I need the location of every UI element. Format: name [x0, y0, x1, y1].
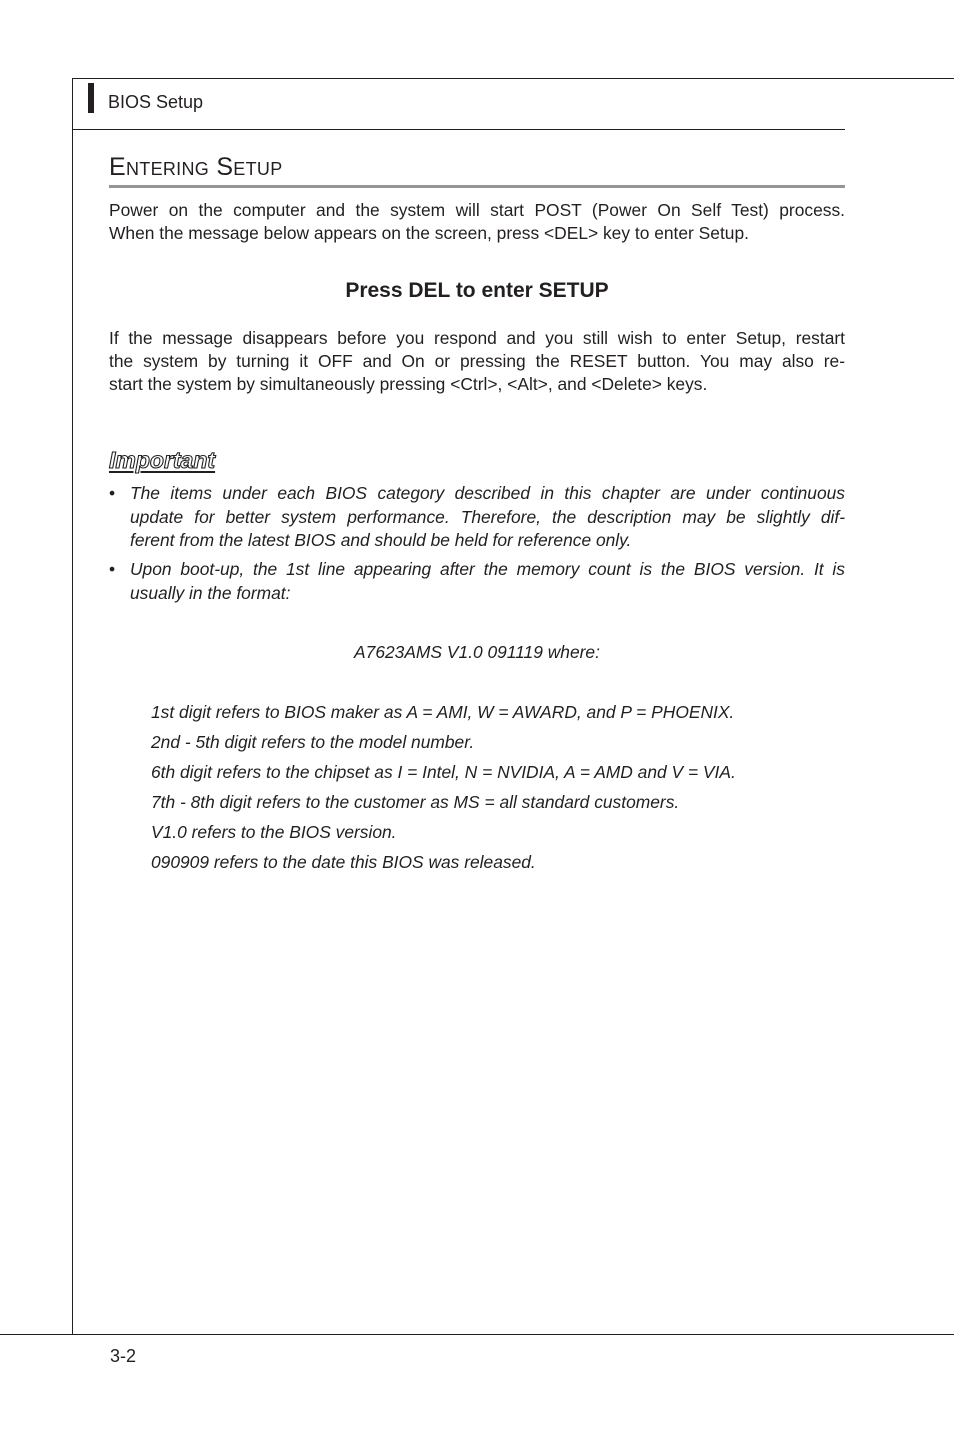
- important-bullet: [109, 558, 845, 606]
- bullet-line: Upon boot-up, the 1st line appearing after the memory count is the BIOS version. It is: [130, 559, 845, 579]
- bullet-line: update for better system performance. Therefore, the description may be slightly dif-: [130, 506, 845, 527]
- bullet-dot-icon: •: [109, 483, 116, 503]
- intro-line: When the message below appears on the screen, press <DEL> key to enter Setup.: [109, 223, 749, 243]
- bios-version-example: A7623AMS V1.0 091119 where:: [354, 642, 600, 662]
- bullet-line: usually in the format:: [130, 582, 291, 603]
- restart-line: If the message disappears before you respond and you still wish to enter Setup, restart: [109, 328, 845, 348]
- section-title-rule: [109, 185, 845, 188]
- bullet-text: [130, 482, 845, 553]
- bullet-text: [130, 558, 845, 605]
- page-frame-top-line: [72, 78, 954, 79]
- bullet-line: The items under each BIOS category described in this chapter are under continuous: [130, 483, 845, 503]
- page-number: 3-2: [110, 1346, 137, 1366]
- page-frame-left-line: [72, 78, 73, 1335]
- header-rule: [72, 129, 845, 130]
- restart-paragraph: [109, 327, 845, 396]
- format-item: 2nd - 5th digit refers to the model number.: [151, 732, 475, 752]
- bullet-dot-icon: •: [109, 559, 116, 579]
- restart-line: start the system by simultaneously pressing <Ctrl>, <Alt>, and <Delete> keys.: [109, 374, 708, 394]
- important-label: Important: [109, 447, 216, 473]
- format-item: V1.0 refers to the BIOS version.: [151, 822, 397, 842]
- section-title: Entering Setup: [109, 153, 283, 181]
- intro-paragraph: [109, 199, 845, 245]
- format-item: 090909 refers to the date this BIOS was released.: [151, 852, 536, 872]
- page-frame-bottom-line: [0, 1334, 954, 1335]
- format-item: 6th digit refers to the chipset as I = Intel, N = NVIDIA, A = AMD and V = VIA.: [151, 762, 736, 782]
- header-marker-bar: [88, 83, 94, 113]
- setup-prompt: Press DEL to enter SETUP: [345, 279, 609, 302]
- bullet-line: ferent from the latest BIOS and should be held for reference only.: [130, 530, 632, 550]
- running-header-title: BIOS Setup: [108, 92, 204, 112]
- format-item: 1st digit refers to BIOS maker as A = AMI, W = AWARD, and P = PHOENIX.: [151, 702, 735, 722]
- intro-line: Power on the computer and the system will start POST (Power On Self Test) process.: [109, 200, 845, 220]
- important-bullet: [109, 482, 845, 554]
- format-item: 7th - 8th digit refers to the customer as MS = all standard customers.: [151, 792, 680, 812]
- restart-line: the system by turning it OFF and On or pressing the RESET button. You may also re-: [109, 351, 845, 371]
